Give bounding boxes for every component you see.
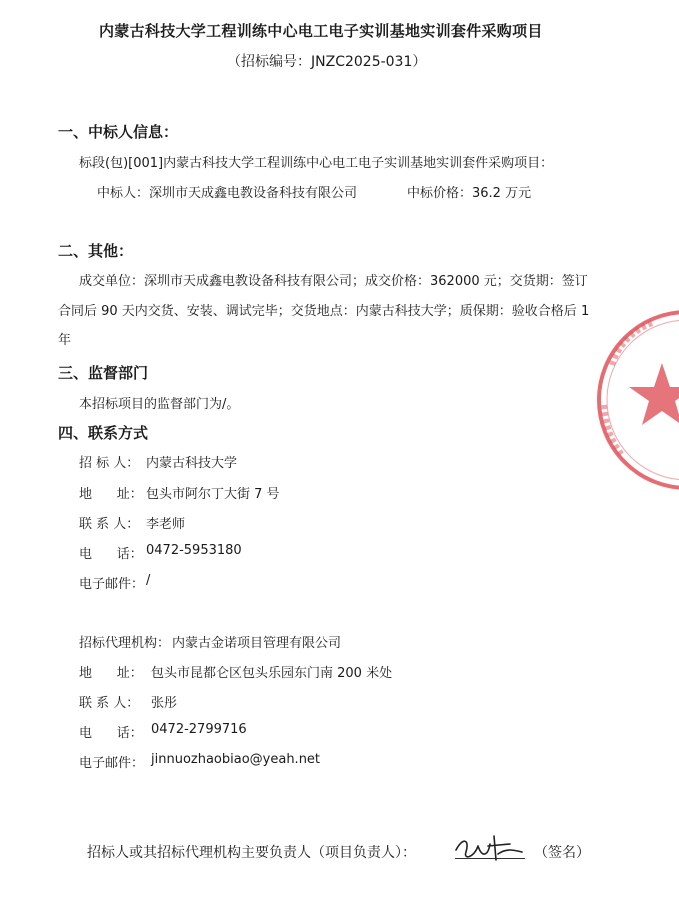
other-line-3: 年 [58, 333, 72, 348]
agency-label: 招标代理机构： [79, 636, 171, 651]
agency-address-label: 地 址： [79, 666, 143, 681]
other-line-2: 合同后 90 天内交货、安装、调试完毕；交货地点：内蒙古科技大学；质保期：验收合格后 1 [58, 304, 590, 319]
section-heading-contact: 四、联系方式 [58, 424, 149, 442]
tender-number: （招标编号：JNZC2025-031） [227, 54, 427, 70]
agency-contact-label: 联 系 人： [79, 696, 140, 711]
other-line-1: 成交单位：深圳市天成鑫电教设备科技有限公司；成交价格：362000 元；交货期：签订 [79, 274, 588, 289]
email-label: 电子邮件： [79, 577, 145, 592]
supervision-text: 本招标项目的监督部门为/。 [79, 397, 240, 412]
winner-name: 中标人：深圳市天成鑫电教设备科技有限公司 [97, 186, 358, 201]
section-heading-winner: 一、中标人信息： [58, 123, 179, 141]
section-heading-supervision: 三、监督部门 [58, 364, 149, 382]
lot-line: 标段(包)[001]内蒙古科技大学工程训练中心电工电子实训基地实训套件采购项目： [79, 156, 554, 171]
winning-price: 中标价格：36.2 万元 [407, 186, 532, 201]
agency-contact-value: 张彤 [151, 696, 178, 711]
contact-label: 联 系 人： [79, 517, 140, 532]
agency-value: 内蒙古金诺项目管理有限公司 [172, 636, 342, 651]
signature-line-text: 招标人或其招标代理机构主要负责人（项目负责人）： [87, 845, 416, 861]
contact-value: 李老师 [146, 517, 186, 532]
email-value: / [146, 573, 151, 588]
phone-value: 0472-5953180 [146, 543, 242, 558]
agency-phone-label: 电 话： [79, 726, 143, 741]
phone-label: 电 话： [79, 547, 143, 562]
tenderer-value: 内蒙古科技大学 [146, 456, 238, 471]
agency-address-value: 包头市昆都仑区包头乐园东门南 200 米处 [151, 666, 393, 681]
agency-email-label: 电子邮件： [79, 756, 145, 771]
agency-email-value: jinnuozhaobiao@yeah.net [151, 752, 321, 767]
document-title: 内蒙古科技大学工程训练中心电工电子实训基地实训套件采购项目 [99, 22, 543, 40]
agency-phone-value: 0472-2799716 [151, 722, 247, 737]
section-heading-other: 二、其他： [58, 242, 134, 260]
address-label: 地 址： [79, 487, 143, 502]
address-value: 包头市阿尔丁大街 7 号 [146, 487, 280, 502]
handwritten-signature [448, 828, 533, 866]
official-seal [592, 305, 679, 505]
tenderer-label: 招 标 人： [79, 456, 140, 471]
signature-suffix: （签名） [534, 845, 590, 861]
